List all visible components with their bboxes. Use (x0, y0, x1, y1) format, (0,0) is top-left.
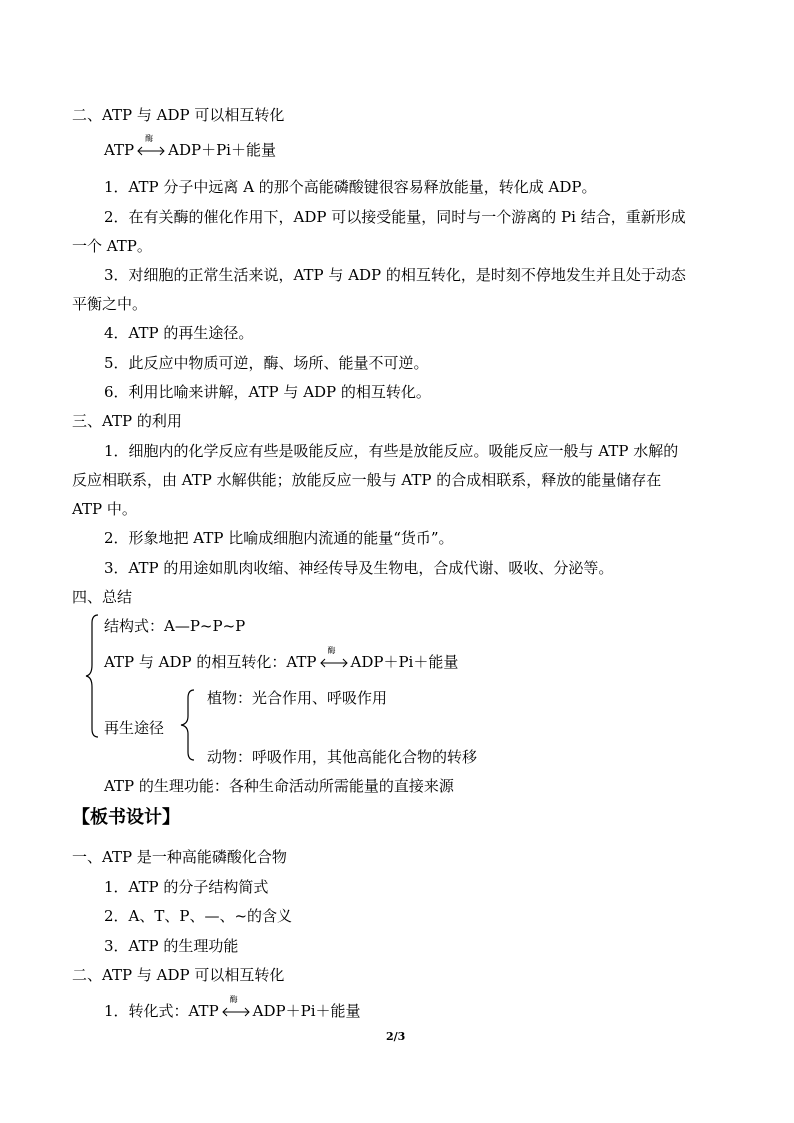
structure-formula: 结构式：A—P~P~P (104, 617, 246, 635)
section2-item: 3．对细胞的正常生活来说，ATP 与 ADP 的相互转化，是时刻不停地发生并且处于动态 (104, 266, 686, 284)
board-conversion-formula (104, 995, 361, 1021)
equation-right: ADP＋Pi＋能量 (168, 141, 276, 159)
enzyme-label: 酶 (145, 134, 154, 143)
plant-pathway: 植物：光合作用、呼吸作用 (207, 689, 388, 707)
equation-right: ADP＋Pi＋能量 (252, 1002, 361, 1020)
equation-right: ADP＋Pi＋能量 (350, 653, 459, 671)
section3-item: 1．细胞内的化学反应有些是吸能反应，有些是放能反应。吸能反应一般与 ATP 水解的 (104, 442, 679, 460)
section2-item: 6．利用比喻来讲解，ATP 与 ADP 的相互转化。 (104, 383, 431, 401)
section2-item: 4．ATP 的再生途径。 (104, 324, 254, 342)
section2-item: 5．此反应中物质可逆，酶、场所、能量不可逆。 (104, 354, 429, 372)
section2-item: 2．在有关酶的催化作用下，ADP 可以接受能量，同时与一个游离的 Pi 结合，重新形成 (104, 208, 686, 226)
page-number: 2/3 (386, 1030, 406, 1043)
board-heading: 【板书设计】 (72, 807, 180, 828)
board-section1-title: 一、ATP 是一种高能磷酸化合物 (72, 848, 287, 866)
equation-left: ATP (104, 141, 135, 159)
section2-item: 一个 ATP。 (72, 237, 152, 255)
section3-item: 反应相联系，由 ATP 水解供能；放能反应一般与 ATP 的合成相联系，释放的能量储存在 (72, 471, 662, 489)
section3-item: 3．ATP 的用途如肌肉收缩、神经传导及生物电，合成代谢、吸收、分泌等。 (104, 559, 614, 577)
reversible-arrow-icon (221, 995, 251, 1019)
section3-item: ATP 中。 (72, 500, 137, 518)
inner-brace-icon (178, 688, 196, 762)
conversion-label: ATP 与 ADP 的相互转化： (104, 653, 287, 671)
enzyme-label: 酶 (229, 995, 238, 1004)
equation-left: ATP (286, 653, 317, 671)
outer-brace-icon (84, 613, 100, 739)
section2-title: 二、ATP 与 ADP 可以相互转化 (72, 106, 285, 124)
atp-function: ATP 的生理功能：各种生命活动所需能量的直接来源 (104, 777, 454, 795)
formula-label: 1．转化式： (104, 1002, 189, 1020)
animal-pathway: 动物：呼吸作用，其他高能化合物的转移 (207, 748, 478, 766)
board-section1-item: 1．ATP 的分子结构简式 (104, 878, 269, 896)
reversible-arrow-icon (136, 134, 166, 158)
section2-item: 平衡之中。 (72, 295, 148, 313)
enzyme-label: 酶 (327, 646, 336, 655)
equation-left: ATP (188, 1002, 219, 1020)
conversion-summary (104, 646, 459, 672)
board-section1-item: 3．ATP 的生理功能 (104, 937, 239, 955)
board-section1-item: 2．A、T、P、—、~的含义 (104, 907, 293, 925)
section3-item: 2．形象地把 ATP 比喻成细胞内流通的能量“货币”。 (104, 529, 454, 547)
section2-equation (104, 134, 276, 160)
reversible-arrow-icon (319, 646, 349, 670)
regeneration-label: 再生途径 (104, 719, 165, 737)
board-section2-title: 二、ATP 与 ADP 可以相互转化 (72, 966, 285, 984)
section2-item: 1．ATP 分子中远离 A 的那个高能磷酸键很容易释放能量，转化成 ADP。 (104, 178, 597, 196)
section4-title: 四、总结 (72, 588, 133, 606)
section3-title: 三、ATP 的利用 (72, 412, 182, 430)
